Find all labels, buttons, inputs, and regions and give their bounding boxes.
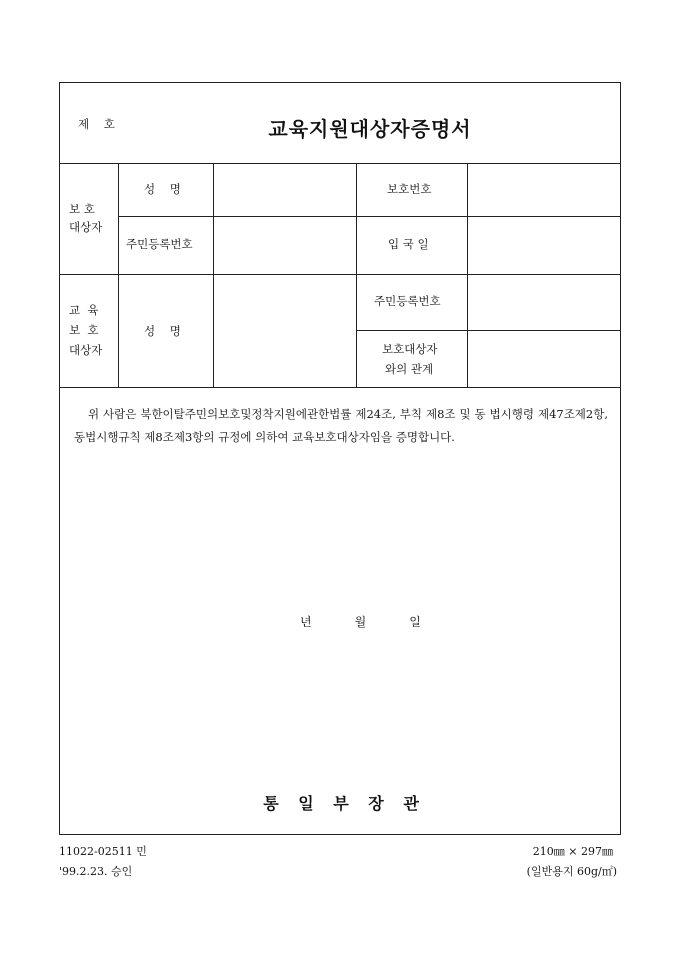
certification-statement: 위 사람은 북한이탈주민의보호및정착지원에관한법률 제24조, 부칙 제8조 및 동 법시행령 제47조제2항, 동법시행규칙 제8조제3항의 규정에 의하여 교육보호대상자임을 증명합니다. bbox=[74, 407, 608, 444]
relation-label-1: 보호대상자 bbox=[382, 342, 438, 356]
rule-protected-bottom bbox=[60, 274, 620, 275]
rule-guardian-mid bbox=[356, 330, 620, 331]
guardian-section-label-3: 대상자 bbox=[69, 343, 103, 357]
issuer-name: 통 일 부 장 관 bbox=[263, 794, 419, 813]
guardian-name-label: 성 명 bbox=[144, 324, 181, 338]
date-month-label: 월 bbox=[354, 615, 367, 629]
relation-label-2: 와의 관계 bbox=[385, 362, 434, 376]
protected-resident-number-label: 주민등록번호 bbox=[126, 237, 193, 251]
protected-section-label-2: 대상자 bbox=[69, 220, 103, 234]
entry-date-label: 입 국 일 bbox=[388, 237, 429, 251]
document-number-label: 제 호 bbox=[78, 117, 115, 131]
rule-guardian-bottom bbox=[60, 387, 620, 388]
rule-title-bottom bbox=[60, 163, 620, 164]
date-day-label: 일 bbox=[409, 615, 421, 629]
guardian-resident-number-label: 주민등록번호 bbox=[374, 294, 441, 308]
paper-type: (일반용지 60g/㎡) bbox=[526, 865, 617, 878]
rule-col1 bbox=[118, 163, 119, 387]
approval-note: '99.2.23. 승인 bbox=[59, 865, 133, 878]
protected-section-label-1: 보 호 bbox=[69, 202, 95, 216]
paper-size: 210㎜ × 297㎜ bbox=[532, 845, 613, 858]
guardian-section-label-2: 보 호 bbox=[69, 323, 99, 337]
rule-col3 bbox=[356, 163, 357, 387]
date-year-label: 년 bbox=[300, 615, 312, 629]
rule-col2 bbox=[213, 163, 214, 387]
rule-protected-mid bbox=[118, 216, 620, 217]
rule-col4 bbox=[467, 163, 468, 387]
protected-name-label: 성 명 bbox=[144, 182, 181, 196]
form-code: 11022-02511 민 bbox=[59, 845, 147, 858]
certificate-form bbox=[59, 82, 621, 835]
page-title: 교육지원대상자증명서 bbox=[268, 117, 472, 141]
protection-number-label: 보호번호 bbox=[387, 182, 432, 196]
guardian-section-label-1: 교 육 bbox=[69, 303, 99, 317]
issue-date bbox=[300, 613, 421, 630]
